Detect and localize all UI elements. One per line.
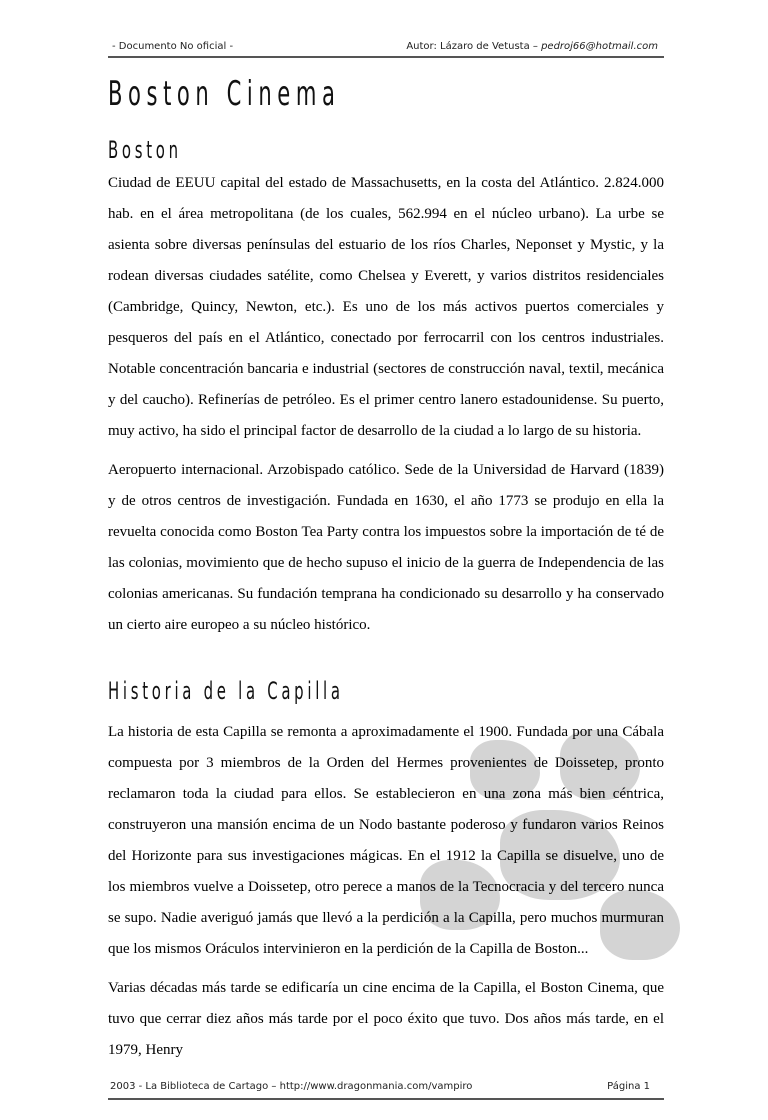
header-left: - Documento No oficial - — [112, 41, 234, 52]
document-title: Boston Cinema — [108, 74, 341, 114]
section-heading: Boston — [108, 136, 182, 164]
paragraph: La historia de esta Capilla se remonta a aproximadamente el 1900. Fundada por una Cábala compuesta por 3 miembros de la Orden del Hermes provenientes de Doissetep, pronto reclamaron toda la ciudad para ellos. Se establecieron en una zona más bien céntrica, construyeron una mansión encima de un Nodo bastante poderoso y fundaron varios Reinos del Horizonte para sus investigaciones mágicas. En el 1912 la Capilla se disuelve, uno de los miembros vuelve a Doissetep, otro perece a manos de la Tecnocracia y del tercero nunca se supo. Nadie averiguó jamás que llevó a la perdición a la Capilla, pero muchos murmuran que los mismos Oráculos intervinieron en la perdición de la Capilla de Boston... — [108, 724, 664, 957]
footer-left: 2003 - La Biblioteca de Cartago – http://www.dragonmania.com/vampiro — [110, 1081, 473, 1092]
paragraph: Varias décadas más tarde se edificaría un cine encima de la Capilla, el Boston Cinema, que tuvo que cerrar diez años más tarde por el poco éxito que tuvo. Dos años más tarde, en el 1979, Henry — [108, 980, 664, 1058]
paragraph: Aeropuerto internacional. Arzobispado católico. Sede de la Universidad de Harvard (1839) y de otros centros de investigación. Fundada en 1630, el año 1773 se produjo en ella la revuelta conocida como Boston Tea Party contra los impuestos sobre la importación de té de las colonias, movimiento que de hecho supuso el inicio de la guerra de Independencia de las colonias americanas. Su fundación temprana ha condicionado su desarrollo y ha conservado un cierto aire europeo a su núcleo histórico. — [108, 462, 664, 633]
section-heading: Historia de la Capilla — [108, 677, 344, 705]
header-right — [406, 41, 658, 52]
page-header — [108, 40, 664, 58]
paragraph: Ciudad de EEUU capital del estado de Massachusetts, en la costa del Atlántico. 2.824.000 hab. en el área metropolitana (de los cuales, 562.994 en el núcleo urbano). La urbe se asienta sobre diversas penínsulas del estuario de los ríos Charles, Neponset y Mystic, y la rodean diversas ciudades satélite, como Chelsea y Everett, y varios distritos residenciales (Cambridge, Quincy, Newton, etc.). Es uno de los más activos puertos comerciales y pesqueros del país en el Atlántico, conectado por ferrocarril con los centros industriales. Notable concentración bancaria e industrial (sectores de construcción naval, textil, mecánica y del caucho). Refinerías de petróleo. Es el primer centro lanero estadounidense. Su puerto, muy activo, ha sido el principal factor de desarrollo de la ciudad a lo largo de su historia. — [108, 175, 664, 439]
page-number: Página 1 — [607, 1081, 650, 1092]
header-author: Autor: Lázaro de Vetusta – — [406, 41, 542, 52]
header-email: pedroj66@hotmail.com — [541, 41, 658, 52]
page-footer — [108, 1080, 664, 1100]
document-body — [108, 58, 664, 1066]
